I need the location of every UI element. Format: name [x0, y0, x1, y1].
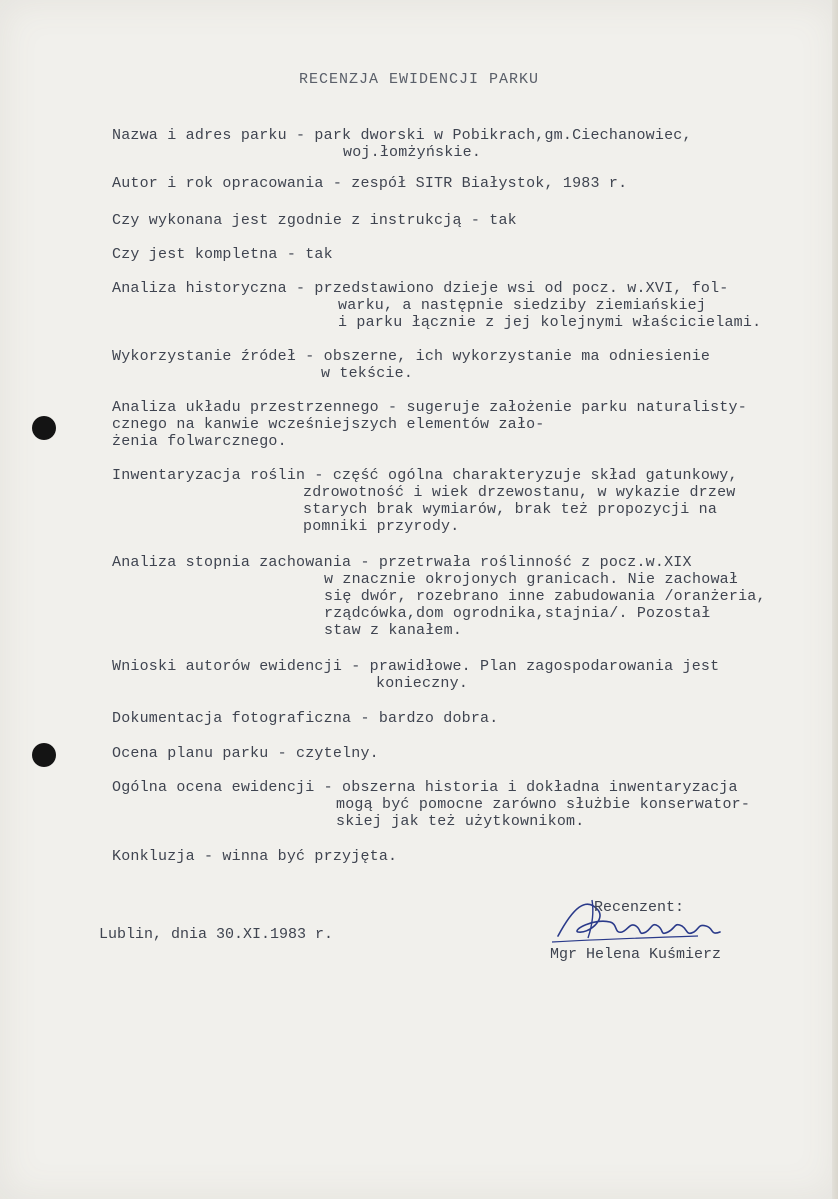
punch-hole: [32, 416, 56, 440]
review-line: pomniki przyrody.: [303, 518, 460, 535]
reviewer-name: Mgr Helena Kuśmierz: [550, 946, 722, 963]
review-line: zdrowotność i wiek drzewostanu, w wykazie drzew: [303, 484, 736, 501]
review-line: konieczny.: [376, 675, 469, 692]
review-line: starych brak wymiarów, brak też propozycji na: [303, 501, 718, 518]
review-line: mogą być pomocne zarówno służbie konserwator-: [336, 796, 751, 813]
review-line: woj.łomżyńskie.: [343, 144, 482, 161]
review-line: Autor i rok opracowania - zespół SITR Białystok, 1983 r.: [112, 175, 628, 192]
review-line: warku, a następnie siedziby ziemiańskiej: [338, 297, 707, 314]
review-line: Dokumentacja fotograficzna - bardzo dobra.: [112, 710, 499, 727]
review-line: Czy wykonana jest zgodnie z instrukcją - tak: [112, 212, 517, 229]
review-line: rządcówka,dom ogrodnika,stajnia/. Pozostał: [324, 605, 711, 622]
review-line: Ocena planu parku - czytelny.: [112, 745, 379, 762]
review-line: staw z kanałem.: [324, 622, 463, 639]
document-title: RECENZJA EWIDENCJI PARKU: [298, 71, 540, 88]
signature-image: [548, 888, 738, 948]
review-line: w znacznie okrojonych granicach. Nie zachował: [324, 571, 739, 588]
review-line: Ogólna ocena ewidencji - obszerna historia i dokładna inwentaryzacja: [112, 779, 738, 796]
review-line: się dwór, rozebrano inne zabudowania /oranżeria,: [324, 588, 766, 605]
review-line: i parku łącznie z jej kolejnymi właścicielami.: [338, 314, 762, 331]
review-line: żenia folwarcznego.: [112, 433, 287, 450]
review-line: Czy jest kompletna - tak: [112, 246, 333, 263]
review-line: Inwentaryzacja roślin - część ogólna charakteryzuje skład gatunkowy,: [112, 467, 738, 484]
punch-hole: [32, 743, 56, 767]
review-line: w tekście.: [321, 365, 414, 382]
review-line: cznego na kanwie wcześniejszych elementów zało-: [112, 416, 545, 433]
review-line: Wnioski autorów ewidencji - prawidłowe. Plan zagospodarowania jest: [112, 658, 720, 675]
review-line: Konkluzja - winna być przyjęta.: [112, 848, 398, 865]
review-line: Nazwa i adres parku - park dworski w Pobikrach,gm.Ciechanowiec,: [112, 127, 692, 144]
review-line: Analiza stopnia zachowania - przetrwała roślinność z pocz.w.XIX: [112, 554, 692, 571]
review-line: Analiza układu przestrzennego - sugeruje założenie parku naturalisty-: [112, 399, 747, 416]
place-date: Lublin, dnia 30.XI.1983 r.: [99, 926, 334, 943]
review-line: Wykorzystanie źródeł - obszerne, ich wykorzystanie ma odniesienie: [112, 348, 711, 365]
review-line: Analiza historyczna - przedstawiono dzieje wsi od pocz. w.XVI, fol-: [112, 280, 729, 297]
page-edge: [832, 0, 838, 1199]
review-line: skiej jak też użytkownikom.: [336, 813, 585, 830]
reviewer-label: Recenzent:: [594, 899, 685, 916]
